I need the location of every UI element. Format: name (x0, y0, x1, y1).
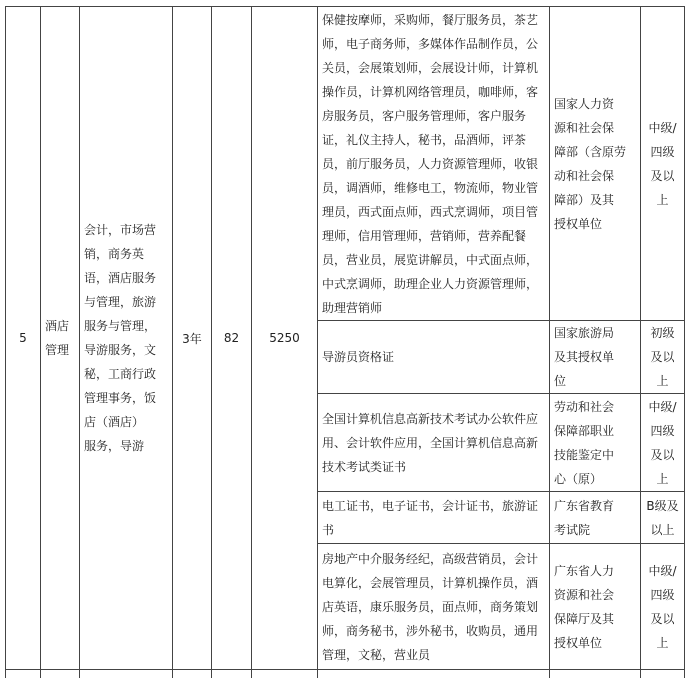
table-cell (41, 670, 80, 678)
program-name: 酒店 管理 (41, 7, 80, 670)
related-majors: 会计，市场营 销，商务英 语，酒店服务 与管理，旅游 服务与管理， 导游服务，文 秘，工商行政 管理事务，饭 店（酒店） 服务，导游 (80, 7, 173, 670)
certificate-level: 中级/ 四级 及以 上 (641, 544, 685, 670)
certificate-issuer: 国家旅游局 及其授权单 位 (550, 321, 641, 394)
table-cell (212, 670, 252, 678)
row-number: 5 (6, 7, 41, 670)
certificate-level: 中级/ 四级 及以 上 (641, 7, 685, 321)
table-cell (173, 670, 212, 678)
table-cell (6, 670, 41, 678)
table-cell (252, 670, 318, 678)
table-row-partial (6, 670, 685, 678)
table-cell (318, 670, 550, 678)
program-years: 3年 (173, 7, 212, 670)
certificate-level: B级及 以上 (641, 492, 685, 544)
program-count: 82 (212, 7, 252, 670)
certificate-issuer: 广东省人力 资源和社会 保障厅及其 授权单位 (550, 544, 641, 670)
program-code: 5250 (252, 7, 318, 670)
certificate-name: 导游员资格证 (318, 321, 550, 394)
certificate-issuer: 广东省教育 考试院 (550, 492, 641, 544)
table-cell (641, 670, 685, 678)
certificate-issuer: 国家人力资 源和社会保 障部（含原劳 动和社会保 障部）及其 授权单位 (550, 7, 641, 321)
certificate-name: 房地产中介服务经纪，高级营销员，会计电算化，会展管理员，计算机操作员，酒店英语，康乐服务员，面点师，商务策划师，商务秘书，涉外秘书，收购员，通用管理，文秘，营业员 (318, 544, 550, 670)
certificate-issuer: 劳动和社会 保障部职业 技能鉴定中 心（原） (550, 394, 641, 492)
certificate-name: 保健按摩师，采购师，餐厅服务员，茶艺师，电子商务师，多媒体作品制作员，公关员，会展策划师，会展设计师，计算机操作员，计算机网络管理员，咖啡师，客房服务员，客户服务管理师，客户服务证，礼仪主持人，秘书，品酒师，评茶员，前厅服务员，人力资源管理师，收银员，调酒师，维修电工，物流师，物业管理员，西式面点师，西式烹调师，项目管理师，信用管理师，营销师，营养配餐员，营业员，展览讲解员，中式面点师，中式烹调师，助理企业人力资源管理师，助理营销师 (318, 7, 550, 321)
certificate-table (5, 6, 685, 678)
certificate-level: 初级 及以 上 (641, 321, 685, 394)
certificate-level: 中级/ 四级 及以 上 (641, 394, 685, 492)
table-cell (550, 670, 641, 678)
certificate-name: 电工证书，电子证书，会计证书，旅游证书 (318, 492, 550, 544)
table-cell (80, 670, 173, 678)
certificate-name: 全国计算机信息高新技术考试办公软件应用、会计软件应用，全国计算机信息高新技术考试类证书 (318, 394, 550, 492)
table-row (6, 7, 685, 321)
